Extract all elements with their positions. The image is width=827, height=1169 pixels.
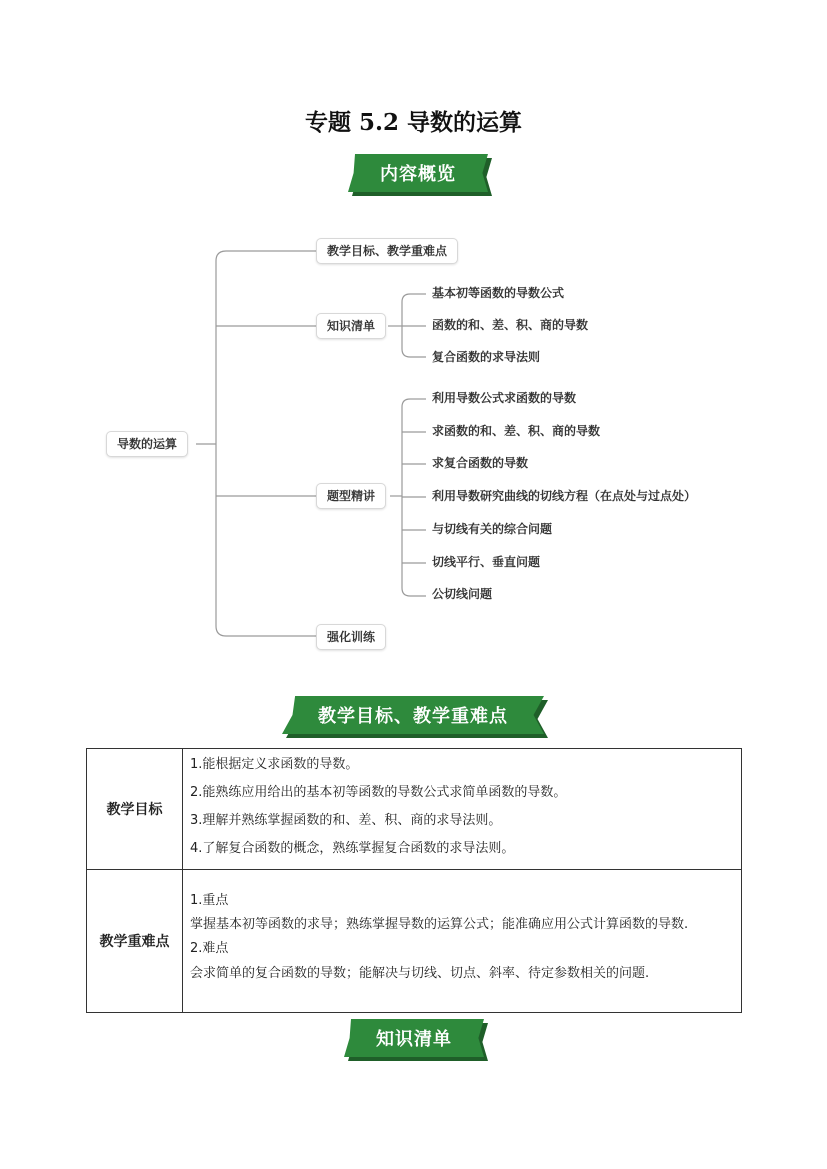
content-line: 1.重点 — [190, 893, 229, 908]
mindmap-leaf: 复合函数的求导法则 — [432, 350, 541, 364]
row-content — [183, 870, 742, 1013]
mindmap-leaf: 利用导数公式求函数的导数 — [432, 391, 577, 405]
section-banner-knowledge — [344, 1019, 484, 1057]
banner-label: 内容概览 — [380, 164, 456, 185]
mindmap-branch-types: 题型精讲 — [316, 483, 386, 509]
mindmap-root: 导数的运算 — [106, 431, 188, 457]
banner-label: 教学目标、教学重难点 — [318, 706, 508, 727]
mindmap-branch-knowledge: 知识清单 — [316, 313, 386, 339]
mindmap-branch-goals: 教学目标、教学重难点 — [316, 238, 458, 264]
content-line: 掌握基本初等函数的求导；熟练掌握导数的运算公式；能准确应用公式计算函数的导数. — [190, 917, 689, 932]
content-line: 2.能熟练应用给出的基本初等函数的导数公式求简单函数的导数。 — [190, 785, 567, 800]
row-header: 教学目标 — [87, 749, 183, 870]
mindmap-leaf: 公切线问题 — [432, 587, 493, 601]
mindmap-branch-training: 强化训练 — [316, 624, 386, 650]
content-line: 4.了解复合函数的概念，熟练掌握复合函数的求导法则。 — [190, 841, 515, 856]
content-line: 3.理解并熟练掌握函数的和、差、积、商的求导法则。 — [190, 813, 502, 828]
mindmap-leaf: 函数的和、差、积、商的导数 — [432, 318, 589, 332]
content-line: 2.难点 — [190, 941, 229, 956]
mindmap-leaf: 求函数的和、差、积、商的导数 — [432, 424, 601, 438]
goals-table — [86, 748, 742, 1013]
mindmap-leaf: 切线平行、垂直问题 — [432, 555, 541, 569]
mindmap-leaf: 与切线有关的综合问题 — [432, 522, 553, 536]
row-content — [183, 749, 742, 870]
mindmap-leaf: 求复合函数的导数 — [432, 456, 529, 470]
mindmap-leaf: 利用导数研究曲线的切线方程（在点处与过点处） — [432, 489, 697, 503]
table-row — [87, 749, 742, 870]
page-title: 专题 5.2 导数的运算 — [304, 109, 523, 136]
content-line: 会求简单的复合函数的导数；能解决与切线、切点、斜率、待定参数相关的问题. — [190, 966, 650, 981]
banner-label: 知识清单 — [376, 1029, 452, 1050]
table-row — [87, 870, 742, 1013]
content-line: 1.能根据定义求函数的导数。 — [190, 757, 359, 772]
section-banner-goals — [282, 696, 544, 734]
mindmap-leaf: 基本初等函数的导数公式 — [432, 286, 565, 300]
row-header: 教学重难点 — [87, 870, 183, 1013]
